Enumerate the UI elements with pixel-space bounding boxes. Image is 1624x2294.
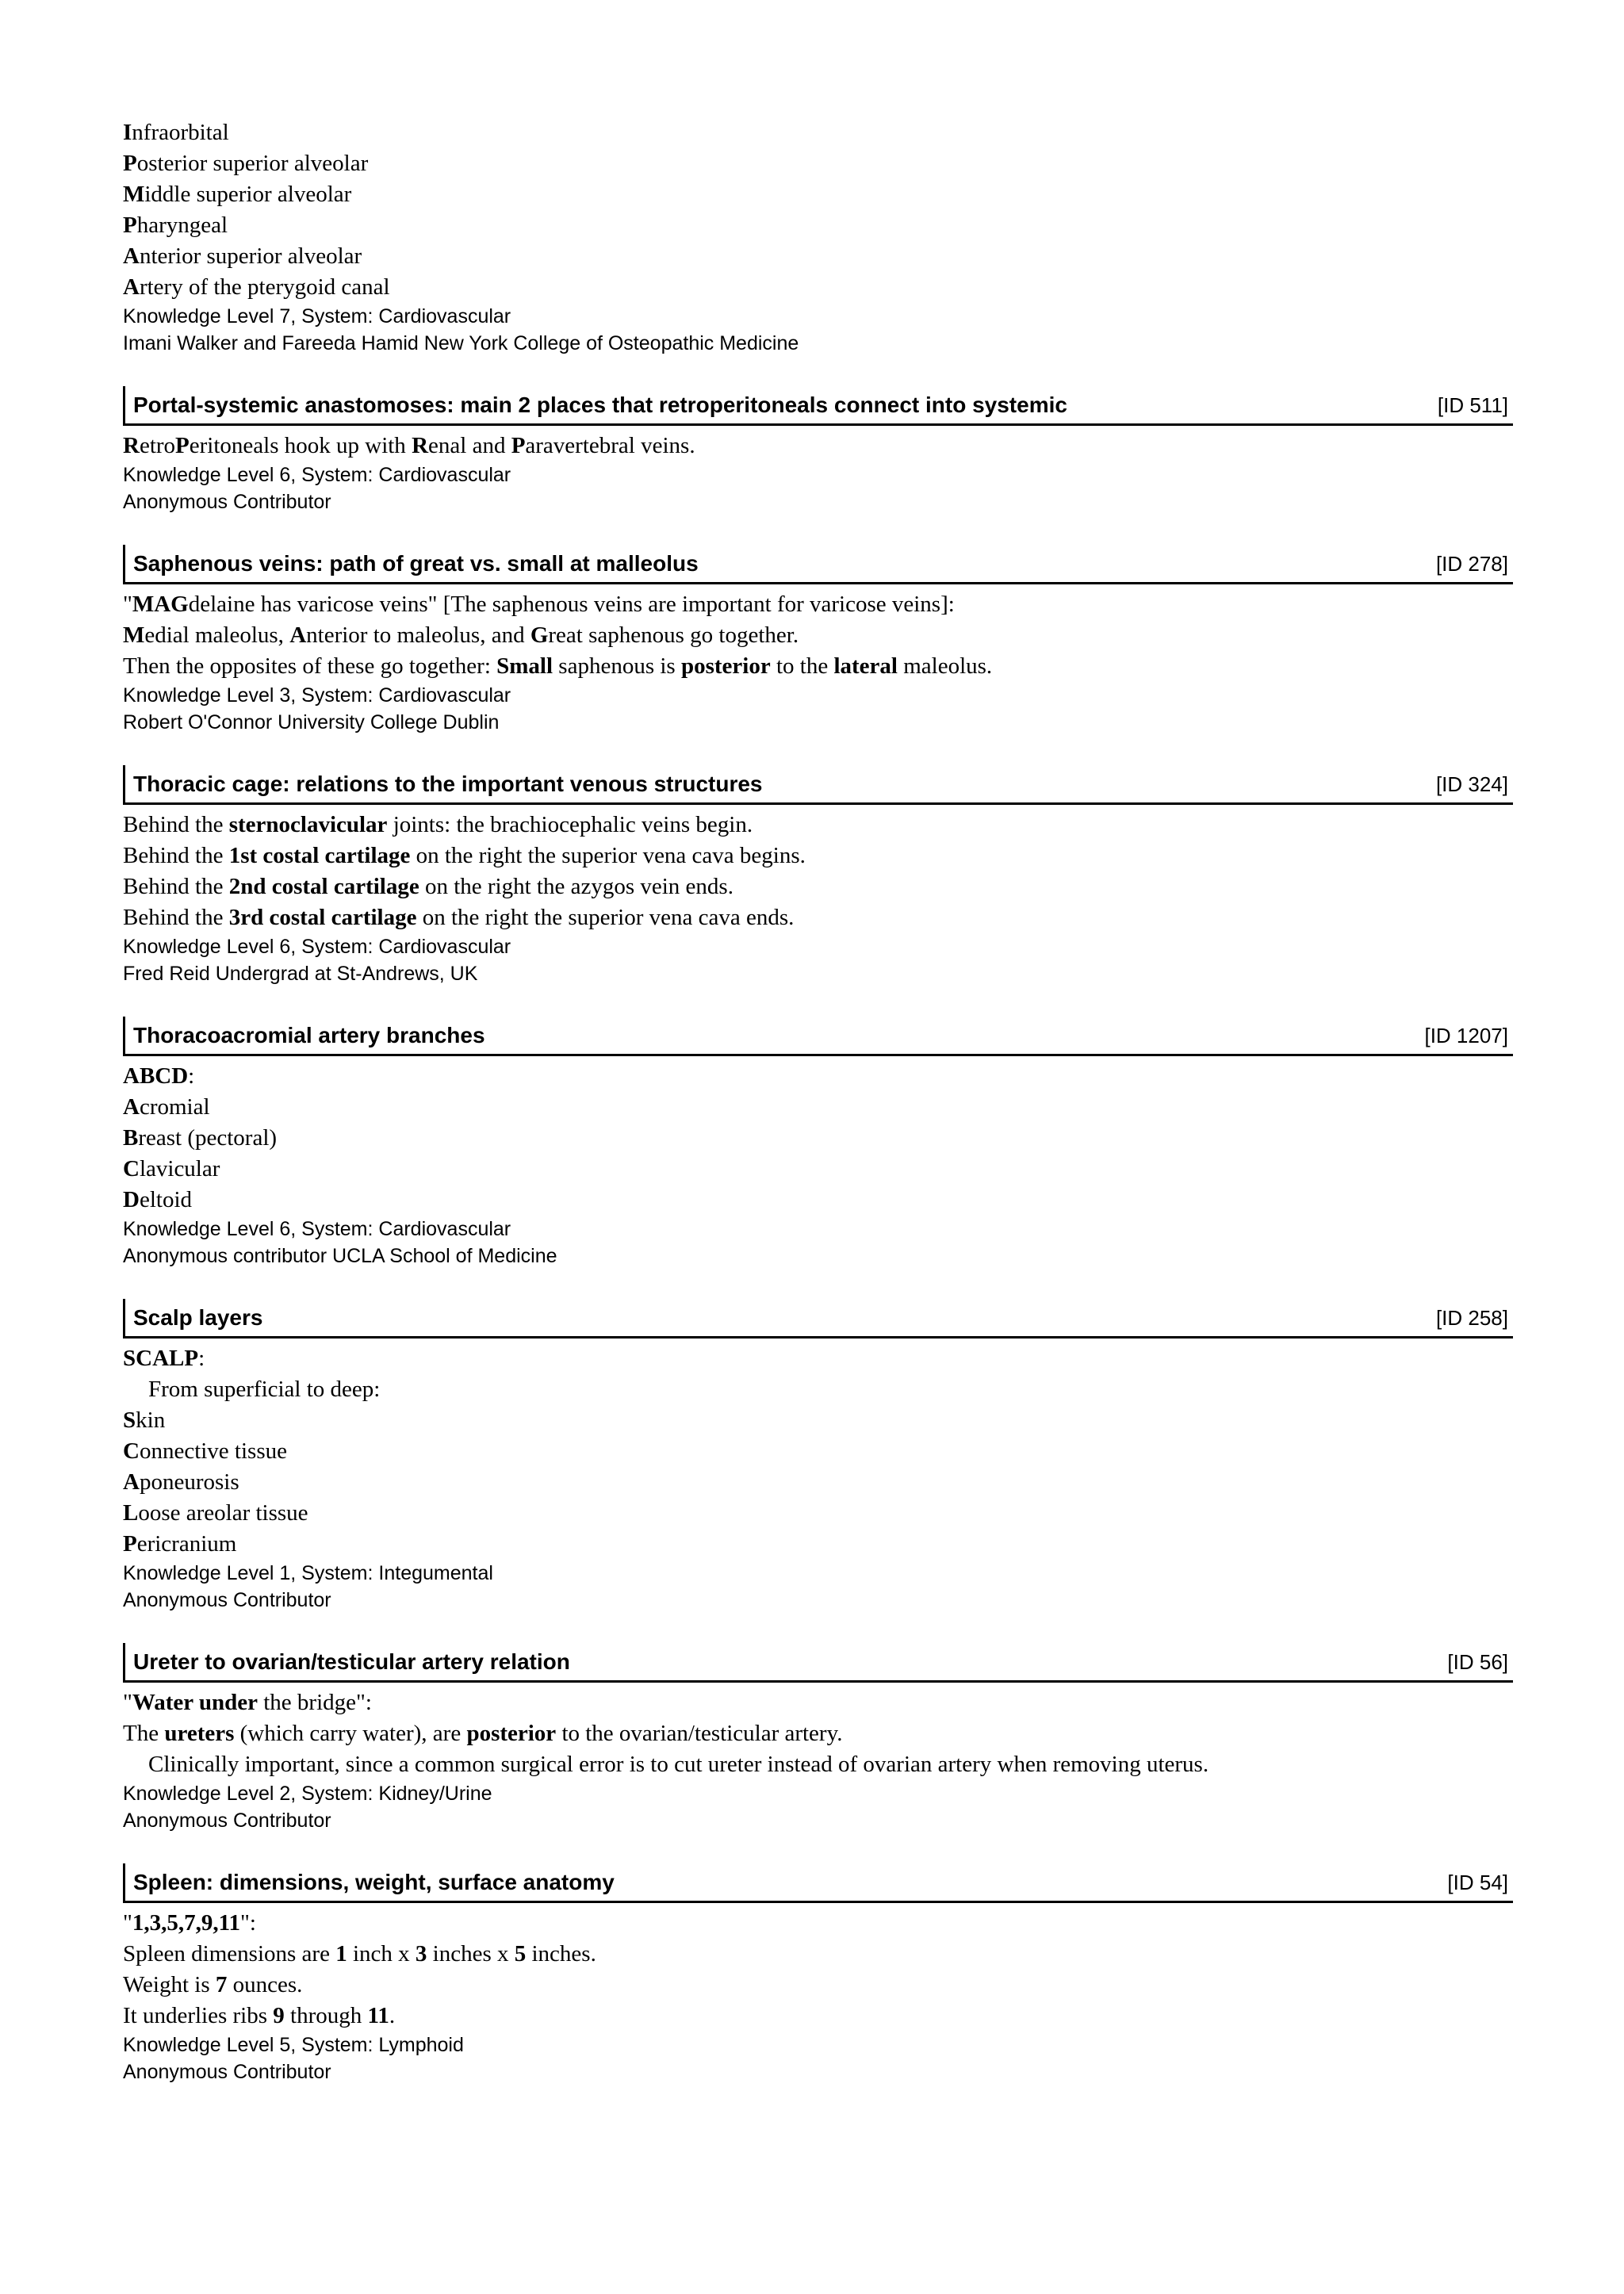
body-text: cromial [139, 1094, 210, 1120]
bold-mnemonic-text: S [123, 1407, 136, 1433]
body-line [123, 1970, 1513, 2001]
body-text: through [284, 2003, 368, 2028]
entry-body [123, 589, 1513, 682]
body-text: reast (pectoral) [138, 1125, 278, 1151]
bold-mnemonic-text: G [530, 622, 549, 648]
body-text: on the right the azygos vein ends. [419, 874, 733, 899]
body-text: oose areolar tissue [138, 1500, 308, 1526]
entry-header [123, 545, 1513, 584]
entry-body [123, 431, 1513, 461]
bold-mnemonic-text: C [123, 1438, 140, 1464]
body-text: osterior superior alveolar [136, 151, 369, 176]
bold-mnemonic-text: 1st costal cartilage [228, 843, 411, 868]
contributor: Anonymous Contributor [123, 1810, 331, 1832]
body-line [123, 871, 1513, 902]
body-text: From superficial to deep: [148, 1377, 381, 1402]
bold-mnemonic-text: C [123, 1156, 140, 1181]
bold-mnemonic-text: I [123, 120, 132, 145]
bold-mnemonic-text: R [123, 433, 140, 458]
entry-body [123, 1061, 1513, 1216]
mnemonic-entry [123, 1017, 1513, 1270]
mnemonic-entry [123, 386, 1513, 515]
body-text: on the right the superior vena cava begins. [410, 843, 806, 868]
body-text: Weight is [123, 1972, 216, 1997]
body-text: Spleen dimensions are [123, 1941, 336, 1967]
body-line [123, 2001, 1513, 2032]
entry-body [123, 810, 1513, 933]
entry-header [123, 1017, 1513, 1056]
intro-entry-continuation [123, 117, 1513, 357]
entry-list [123, 386, 1513, 2085]
entry-header [123, 386, 1513, 426]
body-text: : [188, 1063, 195, 1089]
body-text: . [389, 2003, 396, 2028]
body-text: enal and [428, 433, 511, 458]
knowledge-level: Knowledge Level 2, System: Kidney/Urine [123, 1783, 492, 1805]
body-text: ": [240, 1910, 256, 1936]
bold-mnemonic-text: P [175, 433, 190, 458]
body-line [123, 1749, 1513, 1780]
knowledge-level: Knowledge Level 6, System: Cardiovascular [123, 464, 511, 486]
body-text: Behind the [123, 874, 229, 899]
body-text: ounces. [227, 1972, 303, 1997]
body-line [123, 1343, 1513, 1374]
body-text: onnective tissue [139, 1438, 287, 1464]
body-line [123, 1687, 1513, 1718]
mnemonic-entry [123, 1643, 1513, 1834]
bold-mnemonic-text: M [123, 182, 145, 207]
body-line [123, 810, 1513, 841]
entry-body [123, 1343, 1513, 1560]
body-line [123, 241, 1513, 272]
contributor: Anonymous contributor UCLA School of Medicine [123, 1245, 557, 1267]
entry-id: [ID 278] [1435, 552, 1508, 576]
body-line [123, 589, 1513, 620]
body-line [123, 651, 1513, 682]
bold-mnemonic-text: P [511, 433, 526, 458]
body-line [123, 1498, 1513, 1529]
bold-mnemonic-text: 3rd costal cartilage [228, 905, 417, 930]
bold-mnemonic-text: 9 [273, 2003, 285, 2028]
body-line [123, 1467, 1513, 1498]
body-line [123, 1908, 1513, 1939]
body-text: ericranium [136, 1531, 237, 1557]
mnemonic-entry [123, 545, 1513, 736]
mnemonic-entry [123, 1299, 1513, 1614]
body-line [123, 1436, 1513, 1467]
body-line [123, 1154, 1513, 1185]
body-line [123, 620, 1513, 651]
body-text: reat saphenous go together. [548, 622, 799, 648]
contributor: Imani Walker and Fareeda Hamid New York College of Osteopathic Medicine [123, 332, 799, 354]
body-line [123, 1061, 1513, 1092]
bold-mnemonic-text: 1 [335, 1941, 347, 1967]
body-line [123, 1123, 1513, 1154]
bold-mnemonic-text: lateral [833, 653, 898, 679]
entry-id: [ID 511] [1437, 393, 1508, 417]
body-text: nfraorbital [132, 120, 229, 145]
body-text: poneurosis [139, 1469, 239, 1495]
bold-mnemonic-text: P [123, 1531, 137, 1557]
body-text: aravertebral veins. [525, 433, 695, 458]
body-text: inches. [526, 1941, 596, 1967]
knowledge-level: Knowledge Level 6, System: Cardiovascular [123, 1218, 511, 1240]
bold-mnemonic-text: sternoclavicular [228, 812, 388, 837]
body-line [123, 1718, 1513, 1749]
entry-id: [ID 1207] [1424, 1024, 1508, 1047]
body-text: " [123, 592, 132, 617]
body-text: nterior to maleolus, and [306, 622, 530, 648]
body-line [123, 1405, 1513, 1436]
bold-mnemonic-text: B [123, 1125, 139, 1151]
body-line [123, 1529, 1513, 1560]
body-text: Behind the [123, 905, 229, 930]
body-text: etro [139, 433, 176, 458]
entry-id: [ID 258] [1435, 1306, 1508, 1330]
body-text: Clinically important, since a common surgical error is to cut ureter instead of ovarian artery when removing uterus. [148, 1752, 1209, 1777]
bold-mnemonic-text: posterior [466, 1721, 557, 1746]
body-text: The [123, 1721, 165, 1746]
body-text: " [123, 1910, 132, 1936]
body-text: to the ovarian/testicular artery. [556, 1721, 843, 1746]
entry-title: Portal-systemic anastomoses: main 2 places that retroperitoneals connect into systemic [133, 393, 1067, 417]
body-text: delaine has varicose veins" [The saphenous veins are important for varicose veins]: [188, 592, 955, 617]
body-text: Behind the [123, 812, 229, 837]
bold-mnemonic-text: 2nd costal cartilage [228, 874, 419, 899]
mnemonic-entry [123, 765, 1513, 987]
body-text: Behind the [123, 843, 229, 868]
entry-body [123, 1687, 1513, 1780]
body-text: eritoneals hook up with [189, 433, 412, 458]
body-line [123, 179, 1513, 210]
body-text: iddle superior alveolar [144, 182, 352, 207]
body-line [123, 431, 1513, 461]
contributor: Anonymous Contributor [123, 491, 331, 513]
bold-mnemonic-text: A [123, 1094, 140, 1120]
body-text: on the right the superior vena cava ends. [416, 905, 795, 930]
body-text: It underlies ribs [123, 2003, 274, 2028]
bold-mnemonic-text: A [123, 1469, 140, 1495]
bold-mnemonic-text: M [123, 622, 145, 648]
knowledge-level: Knowledge Level 1, System: Integumental [123, 1562, 493, 1584]
entry-header [123, 1299, 1513, 1338]
body-text: kin [136, 1407, 166, 1433]
body-line [123, 272, 1513, 303]
entry-title: Thoracic cage: relations to the important venous structures [133, 772, 763, 796]
body-line [123, 841, 1513, 871]
bold-mnemonic-text: MAG [132, 592, 189, 617]
body-text: to the [770, 653, 834, 679]
bold-mnemonic-text: P [123, 151, 137, 176]
body-text: (which carry water), are [234, 1721, 467, 1746]
entry-body [123, 1908, 1513, 2032]
entry-id: [ID 56] [1447, 1650, 1508, 1674]
body-line [123, 1092, 1513, 1123]
body-text: haryngeal [136, 213, 228, 238]
knowledge-level: Knowledge Level 7, System: Cardiovascular [123, 305, 511, 327]
entry-title: Scalp layers [133, 1305, 263, 1330]
body-text: inch x [347, 1941, 416, 1967]
body-text: joints: the brachiocephalic veins begin. [387, 812, 753, 837]
entry-body [123, 117, 1513, 303]
bold-mnemonic-text: ABCD [123, 1063, 189, 1089]
bold-mnemonic-text: 1,3,5,7,9,11 [132, 1910, 240, 1936]
contributor: Robert O'Connor University College Dublin [123, 711, 500, 733]
entry-id: [ID 54] [1447, 1871, 1508, 1894]
entry-header [123, 1643, 1513, 1683]
bold-mnemonic-text: L [123, 1500, 139, 1526]
body-text: inches x [427, 1941, 515, 1967]
knowledge-level: Knowledge Level 5, System: Lymphoid [123, 2034, 464, 2056]
bold-mnemonic-text: Small [496, 653, 553, 679]
bold-mnemonic-text: posterior [680, 653, 771, 679]
bold-mnemonic-text: ureters [164, 1721, 235, 1746]
bold-mnemonic-text: 5 [514, 1941, 527, 1967]
bold-mnemonic-text: 11 [367, 2003, 389, 2028]
mnemonic-entry [123, 1863, 1513, 2085]
bold-mnemonic-text: Water under [132, 1690, 258, 1715]
body-text: Then the opposites of these go together: [123, 653, 497, 679]
bold-mnemonic-text: R [412, 433, 429, 458]
body-line [123, 117, 1513, 148]
body-text: the bridge": [258, 1690, 372, 1715]
entry-header [123, 1863, 1513, 1903]
entry-title: Spleen: dimensions, weight, surface anatomy [133, 1870, 615, 1894]
entry-title: Thoracoacromial artery branches [133, 1023, 485, 1047]
body-text: rtery of the pterygoid canal [139, 274, 390, 300]
body-text: : [198, 1346, 205, 1371]
body-text: nterior superior alveolar [139, 243, 362, 269]
knowledge-level: Knowledge Level 3, System: Cardiovascular [123, 684, 511, 707]
body-line [123, 210, 1513, 241]
knowledge-level: Knowledge Level 6, System: Cardiovascular [123, 936, 511, 958]
contributor: Anonymous Contributor [123, 2061, 331, 2083]
bold-mnemonic-text: 3 [415, 1941, 427, 1967]
document-page [123, 117, 1513, 2085]
body-line [123, 1374, 1513, 1405]
body-text: maleolus. [897, 653, 993, 679]
entry-title: Saphenous veins: path of great vs. small at malleolus [133, 551, 699, 576]
bold-mnemonic-text: A [289, 622, 307, 648]
body-text: edial maleolus, [144, 622, 290, 648]
bold-mnemonic-text: D [123, 1187, 140, 1212]
body-text: " [123, 1690, 132, 1715]
body-text: saphenous is [553, 653, 681, 679]
body-line [123, 902, 1513, 933]
entry-id: [ID 324] [1435, 772, 1508, 796]
body-text: lavicular [139, 1156, 220, 1181]
bold-mnemonic-text: A [123, 243, 140, 269]
entry-title: Ureter to ovarian/testicular artery relation [133, 1649, 570, 1674]
body-line [123, 1185, 1513, 1216]
bold-mnemonic-text: P [123, 213, 137, 238]
body-line [123, 148, 1513, 179]
bold-mnemonic-text: A [123, 274, 140, 300]
bold-mnemonic-text: SCALP [123, 1346, 199, 1371]
body-text: eltoid [139, 1187, 192, 1212]
contributor: Fred Reid Undergrad at St-Andrews, UK [123, 963, 478, 985]
entry-header [123, 765, 1513, 805]
bold-mnemonic-text: 7 [215, 1972, 228, 1997]
body-line [123, 1939, 1513, 1970]
contributor: Anonymous Contributor [123, 1589, 331, 1611]
